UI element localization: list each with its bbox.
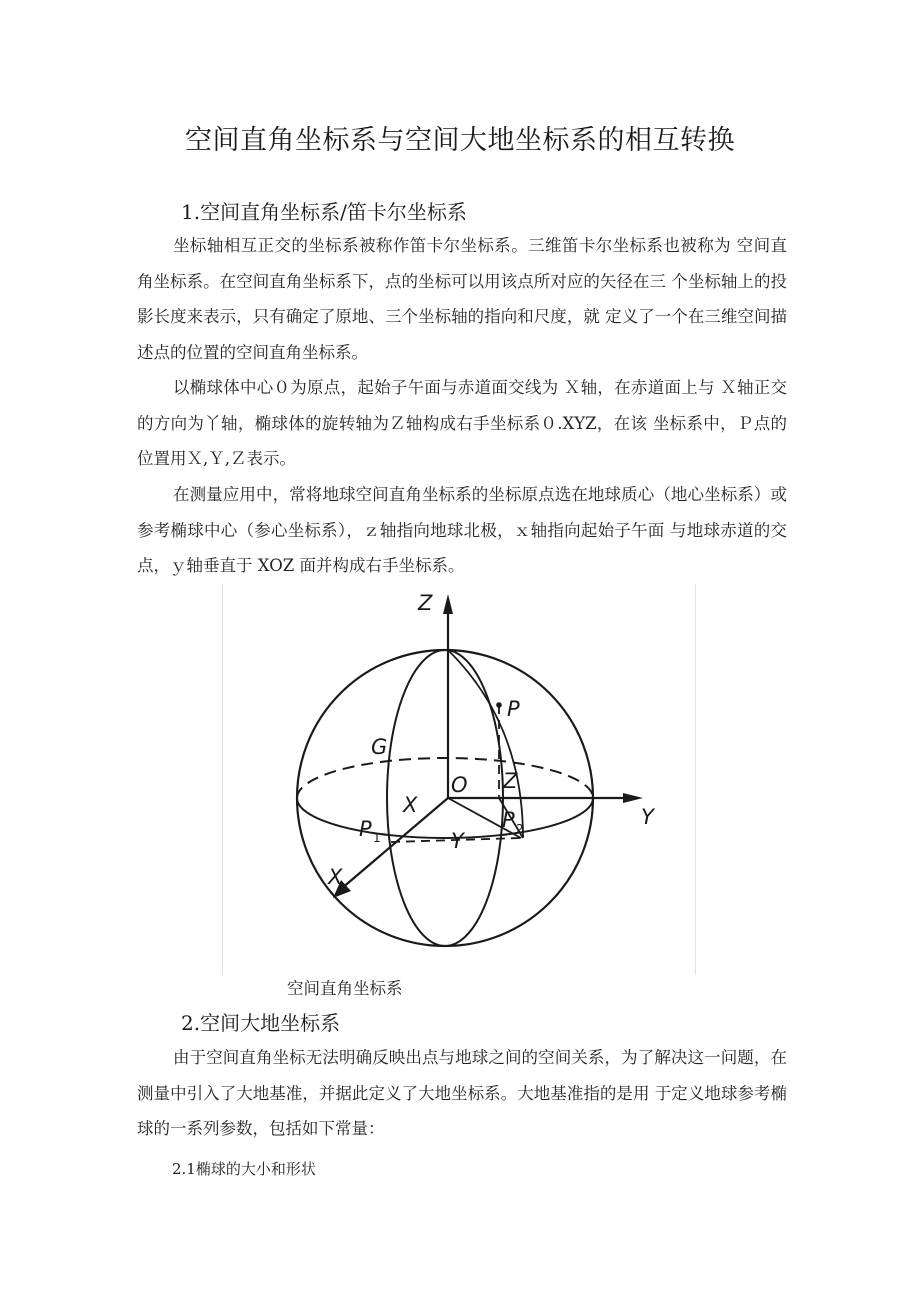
- section-1-heading: 1.空间直角坐标系/笛卡尔坐标系: [181, 200, 467, 224]
- section-2-paragraph-1: 由于空间直角坐标无法明确反映出点与地球之间的空间关系，为了解决这一问题，在测量中引入了大地基准，并据此定义了大地坐标系。大地基准指的是用 于定义地球参考椭球的一系列参数，包括如下常量：: [137, 1048, 787, 1138]
- page-title: 空间直角坐标系与空间大地坐标系的相互转换: [185, 125, 735, 156]
- p1-label: P: [359, 817, 372, 841]
- x-segment-label: X: [403, 793, 418, 817]
- z-segment-label: Z: [503, 769, 518, 793]
- z-arrowhead: [443, 594, 453, 614]
- p2-label: P: [502, 808, 515, 832]
- p-point: [496, 702, 502, 708]
- section-1-paragraph-3: 在测量应用中，常将地球空间直角坐标系的坐标原点选在地球质心（地心坐标系）或参考椭球中心（参心坐标系），ｚ轴指向地球北极，ｘ轴指向起始子午面 与地球赤道的交点，ｙ轴垂直于 XOZ 面并构成右手坐标系。: [137, 485, 787, 575]
- z-axis-label: Z: [418, 591, 433, 615]
- section-1-paragraph-1: 坐标轴相互正交的坐标系被称作笛卡尔坐标系。三维笛卡尔坐标系也被称为 空间直角坐标系。在空间直角坐标系下，点的坐标可以用该点所对应的矢径在三 个坐标轴上的投影长度来表示，只有确定了原地、三个坐标轴的指向和尺度，就 定义了一个在三维空间描述点的位置的空间直角坐标系。: [137, 236, 787, 362]
- y-arrowhead: [623, 793, 643, 803]
- y-axis-label: Y: [641, 805, 654, 829]
- sphere-diagram: [223, 584, 695, 975]
- x-axis-label: X: [328, 865, 343, 889]
- g-label: G: [371, 735, 388, 759]
- section-2-heading: 2.空间大地坐标系: [181, 1011, 341, 1035]
- y-segment-label: Y: [451, 829, 464, 853]
- equator-back-dashed: [297, 758, 593, 798]
- p2-subscript: 2: [516, 822, 524, 836]
- figure-caption: 空间直角坐标系: [287, 979, 403, 998]
- section-2-subheading: 2.1椭球的大小和形状: [172, 1160, 316, 1178]
- equator-front: [297, 798, 593, 838]
- section-1-paragraph-2: 以椭球体中心０为原点，起始子午面与赤道面交线为 Ｘ轴，在赤道面上与 Ｘ轴正交的方向为丫轴，椭球体的旋转轴为Ｚ轴构成右手坐标系０.XYZ，在该 坐标系中，Ｐ点的位置用Ｘ,Ｙ,Ｚ表示。: [137, 378, 787, 468]
- coordinate-figure: [222, 584, 696, 975]
- o-label: O: [451, 773, 468, 797]
- p1-subscript: 1: [373, 831, 381, 845]
- p-label: P: [507, 697, 520, 721]
